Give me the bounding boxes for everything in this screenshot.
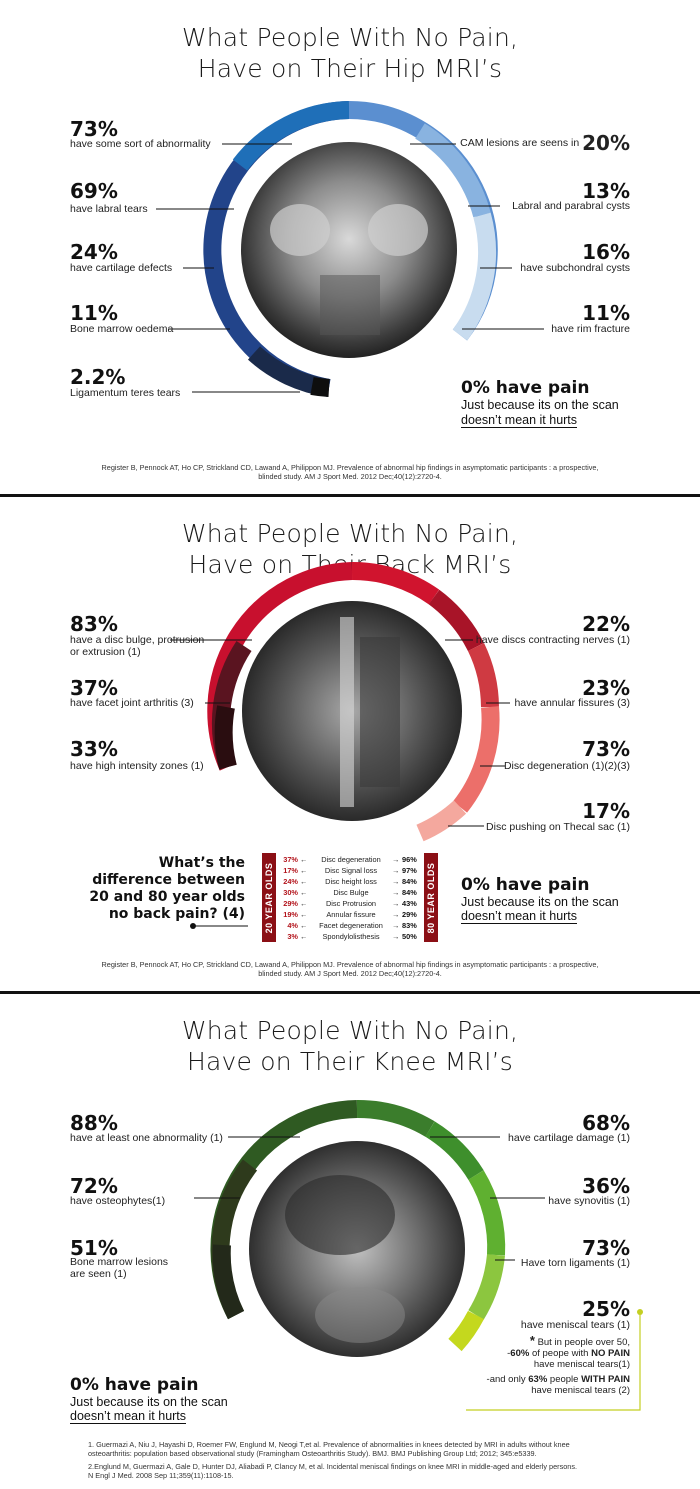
young-pct: 29% <box>283 899 298 908</box>
knee-left-pct-1: 88% <box>70 1111 118 1135</box>
arrow-right-icon: → <box>392 877 400 886</box>
comparison-label: Disc height loss <box>325 877 377 886</box>
arrow-right-icon: → <box>392 866 400 875</box>
knee-right-pct-1: 68% <box>582 1111 630 1135</box>
hip-left-label-3: have cartilage defects <box>70 262 173 274</box>
age-comparison-table <box>280 855 422 945</box>
old-pct: 83% <box>402 921 417 930</box>
young-pct: 24% <box>283 877 298 886</box>
hip-left-label-4: Bone marrow oedema <box>70 323 174 335</box>
back-nopain-line2: doesn’t mean it hurts <box>461 909 578 923</box>
knee-nopain-line2: doesn’t mean it hurts <box>70 1409 187 1423</box>
back-right-label-2: have annular fissures (3) <box>514 697 630 709</box>
young-pct: 30% <box>283 888 298 897</box>
hip-right-pct-3: 16% <box>582 240 630 264</box>
comparison-row <box>280 910 422 920</box>
hip-right-label-4: have rim fracture <box>551 323 630 335</box>
arrow-right-icon: → <box>392 921 400 930</box>
young-pct: 4% <box>287 921 298 930</box>
knee-right-label-1: have cartilage damage (1) <box>508 1132 630 1144</box>
back-right-label-1: have discs contracting nerves (1) <box>475 634 630 646</box>
comparison-row <box>280 932 422 942</box>
knee-right-label-2: have synovitis (1) <box>548 1195 630 1207</box>
back-left-pct-1: 83% <box>70 612 118 636</box>
back-right-pct-2: 23% <box>582 676 630 700</box>
back-left-label-2: have facet joint arthritis (3) <box>70 697 194 709</box>
knee-right-label-4: have meniscal tears (1) <box>520 1319 630 1331</box>
comparison-label: Spondylolisthesis <box>322 932 380 941</box>
knee-left-label-1: have at least one abnormality (1) <box>70 1132 223 1144</box>
back-right-pct-1: 22% <box>582 612 630 636</box>
back-nopain-heading: 0% have pain <box>461 875 590 895</box>
back-left-pct-3: 33% <box>70 737 118 761</box>
hip-left-pct-1: 73% <box>70 117 118 141</box>
arrow-right-icon: → <box>392 932 400 941</box>
hip-right-item-1 <box>460 132 630 154</box>
hip-nopain-line1: Just because its on the scan <box>461 398 619 412</box>
young-pct: 37% <box>283 855 298 864</box>
comparison-label: Disc Protrusion <box>325 899 377 908</box>
hip-right-label-2: Labral and parabral cysts <box>512 200 630 212</box>
comparison-label: Annular fissure <box>326 910 376 919</box>
section-divider-2 <box>0 991 700 994</box>
back-right-label-3: Disc degeneration (1)(2)(3) <box>503 760 630 772</box>
comparison-row <box>280 877 422 887</box>
comparison-row <box>280 888 422 898</box>
back-nopain-line1: Just because its on the scan <box>461 895 619 909</box>
arrow-left-icon: ← <box>300 921 308 930</box>
hip-right-pct-2: 13% <box>582 179 630 203</box>
old-pct: 96% <box>402 855 417 864</box>
arrow-left-icon: ← <box>300 866 308 875</box>
hip-citation: Register B, Pennock AT, Ho CP, Strickland CD, Lawand A, Philippon MJ. Prevalence of abnormal hip findings in asymptomatic participants : a prospective, blinded study. AM J Sport Med. 2012 Dec;40(12):2720-4. <box>101 463 599 481</box>
arrow-left-icon: ← <box>300 899 308 908</box>
young-pct: 3% <box>287 932 298 941</box>
back-right-pct-4: 17% <box>582 799 630 823</box>
old-pct: 29% <box>402 910 417 919</box>
old-pct: 43% <box>402 899 417 908</box>
comparison-row <box>280 921 422 931</box>
old-pct: 50% <box>402 932 417 941</box>
back-citation: Register B, Pennock AT, Ho CP, Strickland CD, Lawand A, Philippon MJ. Prevalence of abnormal hip findings in asymptomatic participants : a prospective, blinded study. AM J Sport Med. 2012 Dec;40(12):2720-4. <box>101 960 599 978</box>
comparison-row <box>280 855 422 865</box>
section-divider <box>0 494 700 497</box>
bar-80-year-olds: 80 YEAR OLDS <box>424 853 438 942</box>
hip-left-pct-4: 11% <box>70 301 118 325</box>
back-question: What’s the difference between 20 and 80 year olds no back pain? (4) <box>89 855 245 922</box>
knee-left-pct-2: 72% <box>70 1174 118 1198</box>
knee-left-label-3: Bone marrow lesions are seen (1) <box>70 1256 169 1280</box>
arrow-left-icon: ← <box>300 855 308 864</box>
back-right-label-4: Disc pushing on Thecal sac (1) <box>486 821 630 833</box>
arrow-right-icon: → <box>392 899 400 908</box>
comparison-label: Facet degeneration <box>319 921 383 930</box>
hip-right-pct-4: 11% <box>582 301 630 325</box>
young-pct: 17% <box>283 866 298 875</box>
knee-right-pct-3: 73% <box>582 1236 630 1260</box>
arrow-left-icon: ← <box>300 877 308 886</box>
back-left-pct-2: 37% <box>70 676 118 700</box>
hip-left-pct-2: 69% <box>70 179 118 203</box>
back-left-label-3: have high intensity zones (1) <box>70 760 204 772</box>
knee-right-pct-2: 36% <box>582 1174 630 1198</box>
knee-citation-1: 1. Guermazi A, Niu J, Hayashi D, Roemer FW, Englund M, Neogi T,et al. Prevalence of abnormalities in knees detected by MRI in adults without knee osteoarthritis: population based observational study (Framingham Osteoarthritis Study). BMJ. BMJ Publishing Group Ltd; 2012; 345:e5339. <box>88 1440 570 1458</box>
old-pct: 84% <box>402 888 417 897</box>
comparison-label: Disc degeneration <box>321 855 381 864</box>
comparison-row <box>280 899 422 909</box>
hip-left-label-5: Ligamentum teres tears <box>70 387 181 399</box>
hip-left-pct-3: 24% <box>70 240 118 264</box>
knee-citation-2: 2.Englund M, Guermazi A, Gale D, Hunter DJ, Aliabadi P, Clancy M, et al. Incidental meniscal findings on knee MRI in middle-aged and elderly persons. N Engl J Med. 2008 Sep 11;359(11):1108-15. <box>88 1462 578 1480</box>
arrow-right-icon: → <box>392 910 400 919</box>
hip-nopain-line2: doesn’t mean it hurts <box>461 413 578 427</box>
back-title: What People With No Pain, Have on Their Back MRI’s <box>181 519 519 579</box>
knee-nopain-heading: 0% have pain <box>70 1375 199 1395</box>
hip-left-pct-5: 2.2% <box>70 365 126 389</box>
knee-right-pct-4: 25% <box>582 1297 630 1321</box>
arrow-left-icon: ← <box>300 932 308 941</box>
back-right-pct-3: 73% <box>582 737 630 761</box>
hip-right-pct-1: 20% <box>582 131 630 156</box>
young-pct: 19% <box>283 910 298 919</box>
knee-nopain-line1: Just because its on the scan <box>70 1395 228 1409</box>
hip-right-label-1: CAM lesions are seens in <box>460 137 580 149</box>
hip-right-label-3: have subchondral cysts <box>520 262 630 274</box>
bar-20-year-olds: 20 YEAR OLDS <box>262 853 276 942</box>
hip-left-label-2: have labral tears <box>70 203 148 215</box>
knee-meniscal-note: * But in people over 50, -60% of peope with NO PAIN have meniscal tears(1) -and only 63% people WITH PAIN have meniscal tears (2) <box>486 1333 630 1396</box>
arrow-right-icon: → <box>392 888 400 897</box>
comparison-label: Disc Signal loss <box>324 866 378 875</box>
knee-left-pct-3: 51% <box>70 1236 118 1260</box>
old-pct: 97% <box>402 866 417 875</box>
arrow-right-icon: → <box>392 855 400 864</box>
knee-right-label-3: Have torn ligaments (1) <box>520 1257 630 1269</box>
hip-title: What People With No Pain, Have on Their Hip MRI’s <box>181 23 519 83</box>
arrow-left-icon: ← <box>300 910 308 919</box>
arrow-left-icon: ← <box>300 888 308 897</box>
comparison-label: Disc Bulge <box>333 888 369 897</box>
hip-left-label-1: have some sort of abnormality <box>70 138 211 150</box>
back-question-pointer <box>190 921 250 931</box>
hip-nopain-heading: 0% have pain <box>461 378 590 398</box>
knee-left-label-2: have osteophytes(1) <box>70 1195 166 1207</box>
comparison-row <box>280 866 422 876</box>
old-pct: 84% <box>402 877 417 886</box>
knee-title: What People With No Pain, Have on Their Knee MRI’s <box>181 1016 519 1076</box>
back-left-label-1: have a disc bulge, protrusion or extrusion (1) <box>70 634 205 658</box>
knee-ring-right <box>357 1109 430 1129</box>
